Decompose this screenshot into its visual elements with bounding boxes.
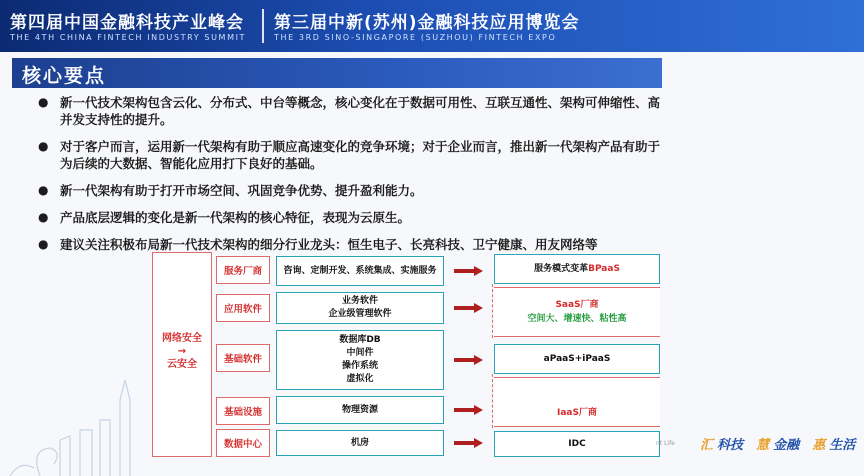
skyline-decoration — [0, 360, 150, 476]
arrow-right-icon — [454, 266, 484, 276]
summit-subtitle: THE 4TH CHINA FINTECH INDUSTRY SUMMIT — [10, 33, 247, 42]
item-physical-resources: 物理资源 — [276, 396, 444, 424]
item-applications: 业务软件 企业级管理软件 — [276, 292, 444, 324]
expo-subtitle: THE 3RD SINO-SINGAPORE (SUZHOU) FINTECH EXPO — [274, 33, 557, 42]
bullet-dot-icon: ● — [38, 139, 49, 153]
bullet-dot-icon: ● — [38, 237, 49, 251]
slogan-hui-3: 惠 — [812, 438, 826, 453]
item-services: 咨询、定制开发、系统集成、实施服务 — [276, 256, 444, 286]
section-title: 核心要点 — [22, 65, 107, 87]
arrow-right-icon — [454, 405, 484, 415]
idc-box: IDC — [494, 431, 660, 457]
category-base-software: 基础软件 — [216, 344, 270, 372]
arrow-right-icon — [454, 355, 484, 365]
bullet-dot-icon: ● — [38, 210, 49, 224]
slogan-hui-2: 慧 — [756, 438, 770, 453]
arrow-right-icon — [454, 303, 484, 313]
arrow-right-icon — [454, 438, 484, 448]
apaas-box: aPaaS+iPaaS — [494, 344, 660, 374]
list-item: ● 对于客户而言，运用新一代架构有助于顺应高速变化的竞争环境；对于企业而言，推出新一代架构产品有助于为后续的大数据、智能化应用打下良好的基础。 — [38, 139, 661, 171]
summit-title: 第四届中国金融科技产业峰会 — [10, 13, 244, 33]
slogan-jinrong: 金融 — [773, 438, 800, 453]
expo-title: 第三届中新(苏州)金融科技应用博览会 — [274, 13, 580, 33]
iaas-box: IaaS厂商 — [494, 377, 660, 427]
bullet-dot-icon: ● — [38, 183, 49, 197]
list-item: ● 建议关注积极布局新一代技术架构的细分行业龙头：恒生电子、长亮科技、卫宁健康、用友网络等 — [38, 237, 598, 252]
saas-bracket-line — [492, 284, 493, 338]
security-label: 网络安全 → 云安全 — [162, 333, 202, 370]
item-base-software: 数据库DB 中间件 操作系统 虚拟化 — [276, 330, 444, 390]
slogan-shenghuo: 生活 — [829, 438, 856, 453]
saas-box: SaaS厂商 空间大、增速快、粘性高 — [494, 287, 660, 337]
slogan-hui-1: 汇 — [700, 438, 714, 453]
footer-slogan — [656, 434, 864, 456]
banner-divider — [262, 9, 264, 43]
category-infrastructure: 基础设施 — [216, 397, 270, 425]
list-item: ● 新一代架构有助于打开市场空间、巩固竞争优势、提升盈利能力。 — [38, 183, 423, 198]
category-data-center: 数据中心 — [216, 429, 270, 457]
slogan-keji: 科技 — [717, 438, 744, 453]
footer-tiny-text: nt Life — [656, 440, 675, 447]
iaas-bracket-line — [492, 374, 493, 428]
item-machine-room: 机房 — [276, 430, 444, 456]
architecture-diagram — [150, 247, 660, 459]
section-title-bar — [12, 58, 662, 88]
key-points-list — [34, 94, 664, 263]
list-item: ● 新一代技术架构包含云化、分布式、中台等概念，核心变化在于数据可用性、互联互通性、架构可伸缩性、高并发支持性的提升。 — [38, 95, 661, 127]
bpaas-box: 服务模式变革BPaaS — [494, 254, 660, 284]
bullet-dot-icon: ● — [38, 95, 49, 109]
list-item: ● 产品底层逻辑的变化是新一代架构的核心特征，表现为云原生。 — [38, 210, 411, 225]
category-application-software: 应用软件 — [216, 294, 270, 322]
header-banner — [0, 0, 864, 52]
category-service-vendor: 服务厂商 — [216, 256, 270, 284]
